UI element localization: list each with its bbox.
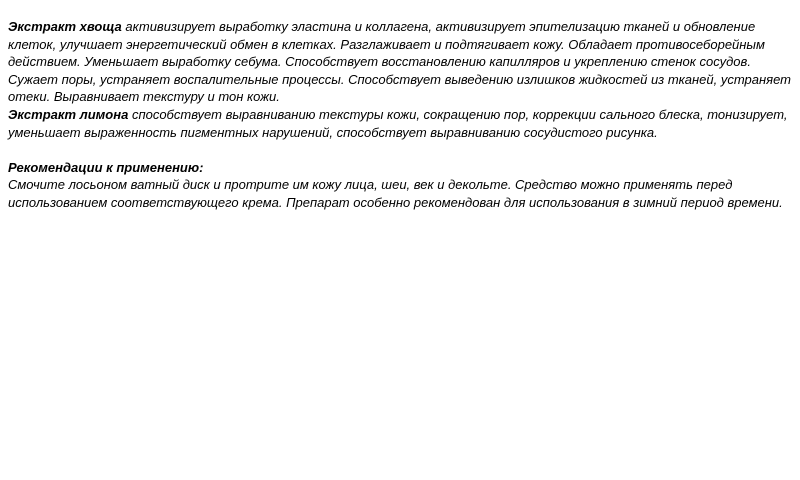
lemon-extract-paragraph — [8, 106, 792, 141]
product-description — [8, 18, 792, 212]
lemon-extract-text: способствует выравниванию текстуры кожи, сокращению пор, коррекции сального блеска, тонизирует, уменьшает выраженность пигментных нарушений, способствует выравниванию сосудистого рисунка. — [8, 106, 788, 140]
recommendations-text: Смочите лосьоном ватный диск и протрите им кожу лица, шеи, век и декольте. Средство можно применять перед использованием соответствующего крема. Препарат особенно рекомендован для использования в зимний период времени. — [8, 177, 783, 210]
horsetail-extract-title: Экстракт хвоща — [8, 19, 122, 34]
horsetail-extract-text: активизирует выработку эластина и коллагена, активизирует эпителизацию тканей и обновление клеток, улучшает энергетический обмен в клетках. Разглаживает и подтягивает кожу. Обладает противосеборейным действием. Уменьшает выработку себума. Способствует восстановлению капилляров и укреплению стенок сосудов. Сужает поры, устраняет воспалительные процессы. Способствует выведению излишков жидкостей из тканей, устраняет отеки. Выравнивает текстуру и тон кожи. — [8, 19, 792, 105]
lemon-extract-title: Экстракт лимона — [8, 106, 129, 122]
recommendations-heading: Рекомендации к применению: — [8, 159, 204, 175]
spacer — [8, 141, 792, 159]
horsetail-extract-paragraph — [8, 18, 792, 106]
recommendations-heading-line — [8, 159, 792, 177]
